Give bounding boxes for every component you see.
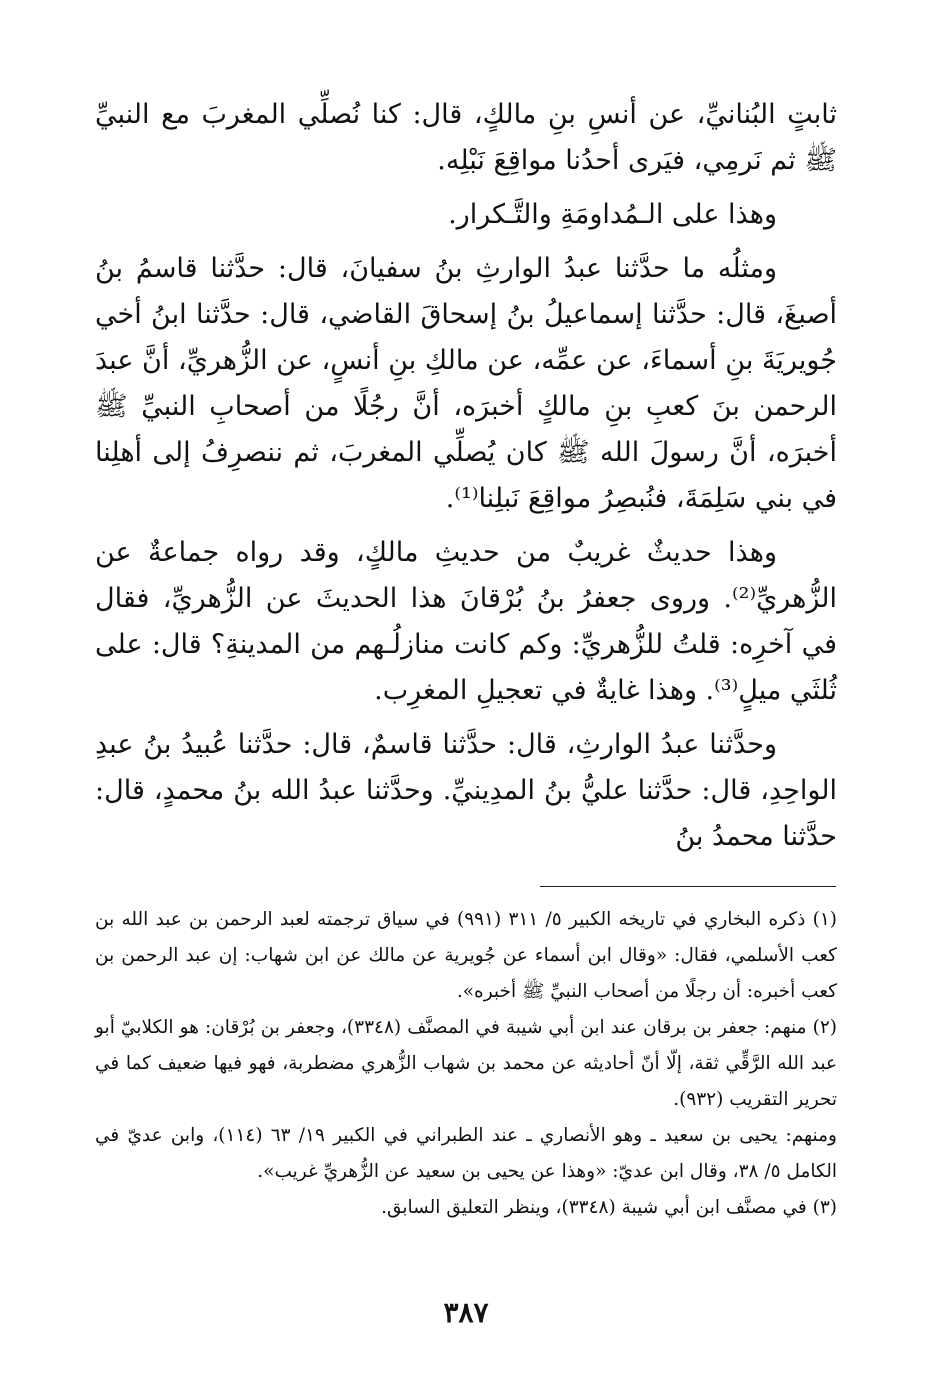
paragraph-3: ومثلُه ما حدَّثنا عبدُ الوارثِ بنُ سفيانَ، قال: حدَّثنا قاسمُ بنُ أصبغَ، قال: حدَّثنا إسماعيلُ بنُ إسحاقَ القاضي، قال: حدَّثنا ابنُ أخي جُويريَةَ بنِ أسماءَ، عن عمِّه، عن مالكِ بنِ أنسٍ، عن الزُّهريِّ، أنَّ عبدَ الرحمن بنَ كعبِ بنِ مالكٍ أخبرَه، أنَّ رجُلًا من أصحابِ النبيِّ ﷺ أخبرَه، أنَّ رسولَ الله ﷺ كان يُصلِّي المغربَ، ثم ننصرِفُ إلى أهلِنا في بني سَلِمَةَ، فنُبصِرُ مواقِعَ نَبلِنا⁽¹⁾.	[95, 253, 837, 514]
paragraph-1: ثابتٍ البُنانيِّ، عن أنسِ بنِ مالكٍ، قال: كنا نُصلِّي المغربَ مع النبيِّ ﷺ ثم نَرمِي، فيَرى أحدُنا مواقِعَ نَبْلِه.	[95, 99, 837, 176]
paragraph-2: وهذا على الـمُداومَةِ والتَّـكرار.	[448, 199, 777, 230]
footnote-2: (٢) منهم: جعفر بن برقان عند ابن أبي شيبة في المصنَّف (٣٣٤٨)، وجعفر بن بُرْقان: هو الكلابيّ أبو عبد الله الرَّقِّي ثقة، إلّا أنّ أحاديثه عن محمد بن شهاب الزُّهري مضطربة، فهو فيها ضعيف كما في تحرير التقريب (٩٣٢).	[95, 1017, 837, 1110]
footnote-2-continued: ومنهم: يحيى بن سعيد ـ وهو الأنصاري ـ عند الطبراني في الكبير ١٩/ ٦٣ (١١٤)، وابن عديّ في الكامل ٥/ ٣٨، وقال ابن عديّ: «وهذا عن يحيى بن سعيد عن الزُّهريِّ غريب».	[95, 1125, 837, 1182]
main-body-text	[95, 92, 837, 868]
footnote-3: (٣) في مصنَّف ابن أبي شيبة (٣٣٤٨)، وينظر التعليق السابق.	[381, 1197, 837, 1218]
footnote-1: (١) ذكره البخاري في تاريخه الكبير ٥/ ٣١١ (٩٩١) في سياق ترجمته لعبد الرحمن بن عبد الله بن كعب الأسلمي، فقال: «وقال ابن أسماء عن جُويرية عن مالك عن ابن شهاب: إن عبد الرحمن بن كعب أخبره: أن رجلًا من أصحاب النبيِّ ﷺ أخبره».	[95, 909, 837, 1002]
paragraph-5: وحدَّثنا عبدُ الوارثِ، قال: حدَّثنا قاسمٌ، قال: حدَّثنا عُبيدُ بنُ عبدِ الواحِدِ، قال: حدَّثنا عليُّ بنُ المدِينيِّ. وحدَّثنا عبدُ الله بنُ محمدٍ، قال: حدَّثنا محمدُ بنُ	[95, 729, 837, 852]
footnotes-section	[95, 902, 837, 1226]
footnote-divider	[540, 886, 836, 887]
paragraph-4: وهذا حديثٌ غريبٌ من حديثِ مالكٍ، وقد رواه جماعةٌ عن الزُّهريِّ⁽²⁾. وروى جعفرُ بنُ بُرْقانَ هذا الحديثَ عن الزُّهريِّ، فقال في آخرِه: قلتُ للزُّهريِّ: وكم كانت منازلُـهم من المدينةِ؟ قال: على ثُلثَي ميلٍ⁽³⁾. وهذا غايةٌ في تعجيلِ المغرِب.	[95, 537, 837, 706]
page-number: ٣٨٧	[443, 1296, 489, 1329]
